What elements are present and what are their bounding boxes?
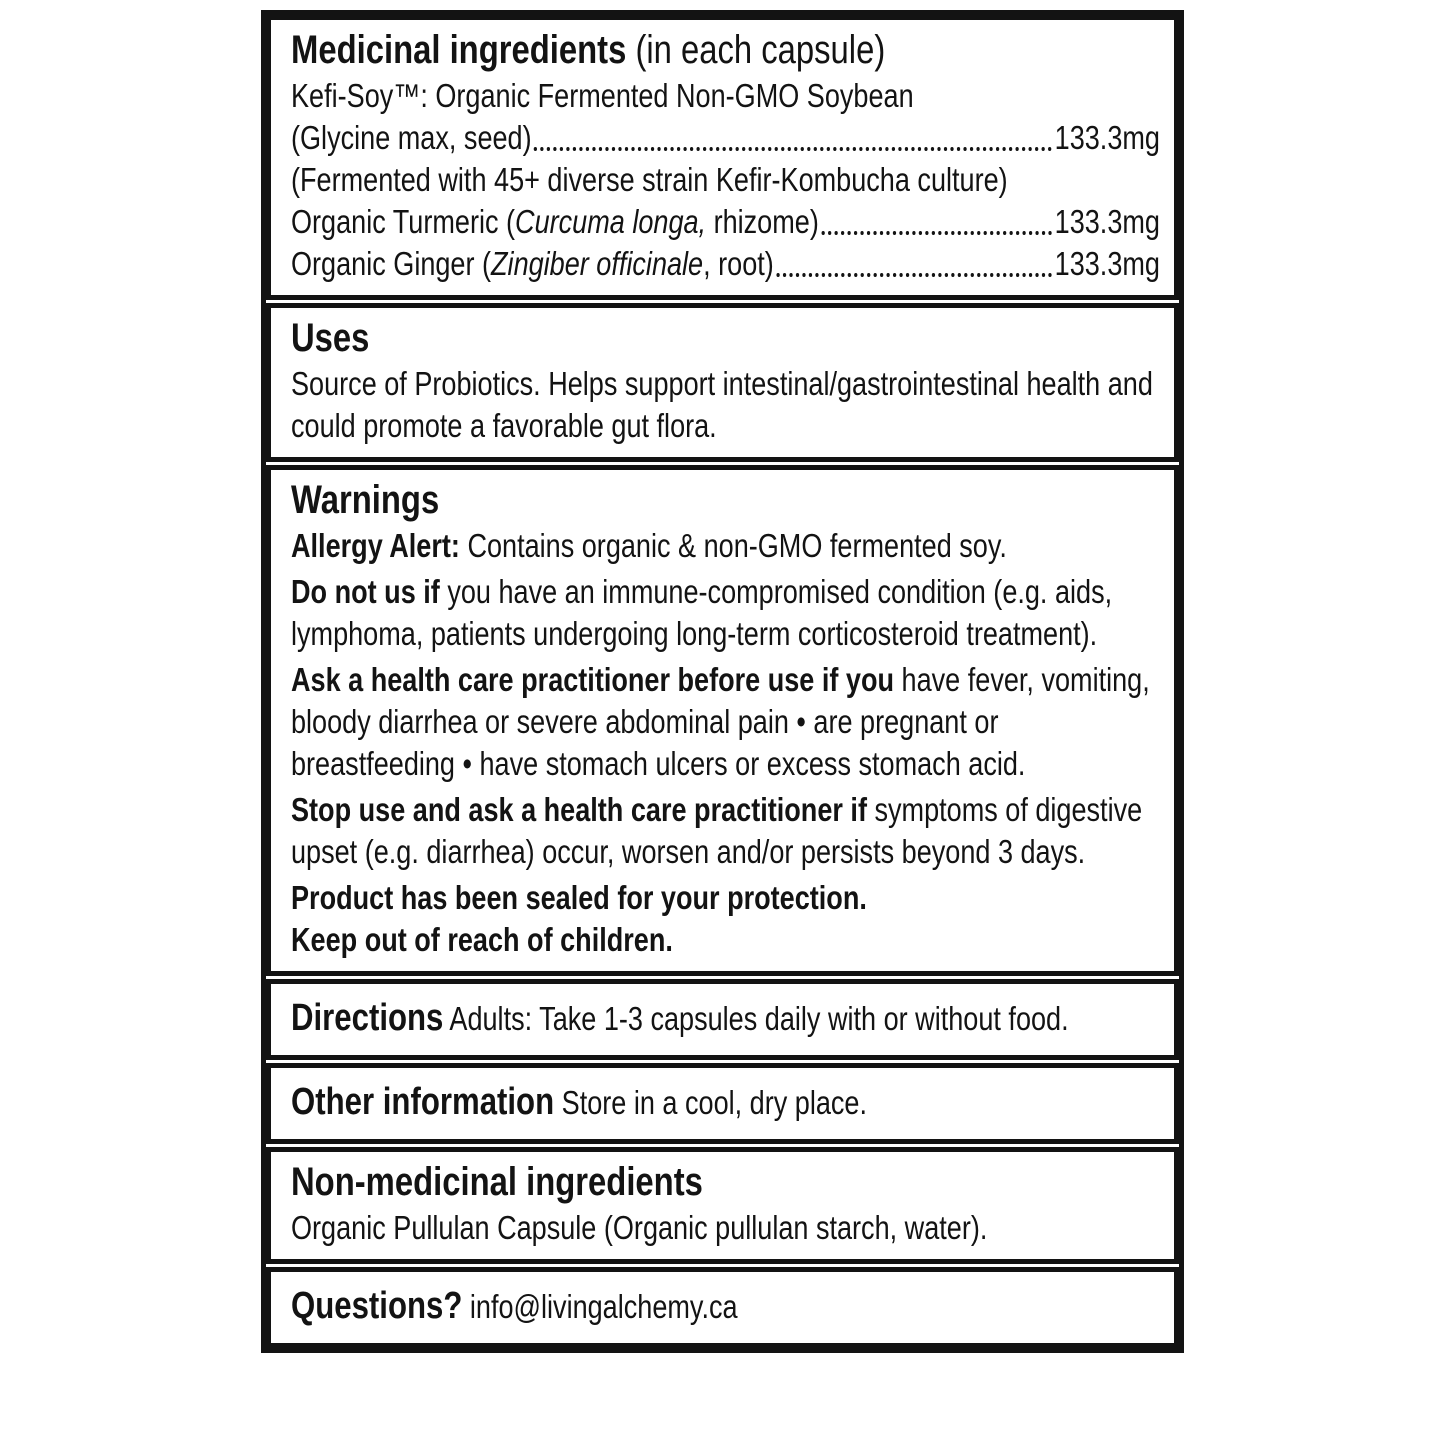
ingredient-ginger-common-name: Organic Ginger ( bbox=[291, 245, 492, 282]
ingredient-turmeric-amount: 133.3mg bbox=[1054, 203, 1160, 240]
other-information-row bbox=[291, 1079, 1160, 1126]
dot-leader bbox=[821, 231, 1052, 235]
non-medicinal-body-text: Organic Pullulan Capsule (Organic pullulan starch, water). bbox=[291, 1209, 988, 1246]
ingredient-kefisoy-culture-note: (Fermented with 45+ diverse strain Kefir-Kombucha culture) bbox=[291, 161, 1008, 198]
warning-allergy-alert-text: Contains organic & non-GMO fermented soy. bbox=[459, 527, 1007, 564]
warning-allergy-alert bbox=[291, 525, 1160, 567]
ingredient-turmeric-name bbox=[291, 201, 819, 243]
section-directions bbox=[266, 979, 1179, 1060]
medicinal-ingredients-heading-qualifier: (in each capsule) bbox=[626, 28, 886, 72]
medicinal-ingredients-heading-title: Medicinal ingredients bbox=[291, 28, 627, 72]
section-medicinal-ingredients bbox=[266, 15, 1179, 300]
questions-contact-email: info@livingalchemy.ca bbox=[462, 1288, 738, 1325]
warning-stop-use-text: symptoms of digestive upset (e.g. diarrhea) occur, worsen and/or persists beyond 3 days. bbox=[291, 791, 1143, 870]
section-uses bbox=[266, 303, 1179, 462]
warning-sealed-notice: Product has been sealed for your protection. bbox=[291, 879, 867, 916]
questions-heading: Questions? bbox=[291, 1285, 463, 1327]
warning-stop-use-lead: Stop use and ask a health care practitioner if bbox=[291, 791, 867, 828]
ingredient-ginger-part: , root) bbox=[703, 245, 774, 282]
ingredient-kefisoy-name: Kefi-Soy™: Organic Fermented Non-GMO Soybean bbox=[291, 77, 914, 114]
non-medicinal-heading: Non-medicinal ingredients bbox=[291, 1160, 703, 1204]
directions-heading: Directions bbox=[291, 997, 444, 1039]
warning-do-not-use bbox=[291, 571, 1160, 655]
uses-body-text: Source of Probiotics. Helps support intestinal/gastrointestinal health and could promote a favorable gut flora. bbox=[291, 365, 1153, 444]
other-information-body-text: Store in a cool, dry place. bbox=[554, 1084, 867, 1121]
other-information-heading: Other information bbox=[291, 1081, 555, 1123]
dot-leader bbox=[776, 273, 1052, 277]
ingredient-turmeric-row bbox=[291, 201, 1160, 243]
ingredient-ginger-latin-name: Zingiber officinale bbox=[491, 245, 704, 282]
warning-keep-out-of-reach: Keep out of reach of children. bbox=[291, 921, 673, 958]
warning-ask-practitioner-text: have fever, vomiting, bloody diarrhea or severe abdominal pain • are pregnant or breastfeeding • have stomach ulcers or excess stomach acid. bbox=[291, 661, 1150, 782]
section-other-information bbox=[266, 1063, 1179, 1144]
warning-allergy-alert-lead: Allergy Alert: bbox=[291, 527, 460, 564]
section-non-medicinal-ingredients bbox=[266, 1147, 1179, 1264]
directions-row bbox=[291, 995, 1160, 1042]
warning-do-not-use-text: you have an immune-compromised condition (e.g. aids, lymphoma, patients undergoing long-term corticosteroid treatment). bbox=[291, 573, 1113, 652]
questions-row bbox=[291, 1283, 1160, 1330]
ingredient-turmeric-latin-name: Curcuma longa, bbox=[515, 203, 707, 240]
medicinal-ingredients-heading bbox=[291, 26, 1160, 75]
directions-body-text: Adults: Take 1-3 capsules daily with or without food. bbox=[443, 1000, 1069, 1037]
section-questions bbox=[266, 1267, 1179, 1348]
warning-stop-use bbox=[291, 789, 1160, 873]
warnings-heading: Warnings bbox=[291, 478, 440, 522]
ingredient-kefisoy-amount: 133.3mg bbox=[1054, 119, 1160, 156]
dot-leader bbox=[534, 147, 1052, 151]
ingredient-turmeric-common-name: Organic Turmeric ( bbox=[291, 203, 516, 240]
section-warnings bbox=[266, 465, 1179, 976]
ingredient-ginger-row bbox=[291, 243, 1160, 285]
ingredient-ginger-amount: 133.3mg bbox=[1054, 245, 1160, 282]
warning-do-not-use-lead: Do not us if bbox=[291, 573, 440, 610]
warning-ask-practitioner-lead: Ask a health care practitioner before use if you bbox=[291, 661, 895, 698]
ingredient-kefisoy-source: (Glycine max, seed) bbox=[291, 119, 532, 156]
supplement-label-panel bbox=[261, 10, 1184, 1353]
warning-ask-practitioner bbox=[291, 659, 1160, 785]
ingredient-ginger-name bbox=[291, 243, 774, 285]
ingredient-turmeric-part: rhizome) bbox=[706, 203, 819, 240]
ingredient-kefisoy-amount-row bbox=[291, 117, 1160, 159]
uses-heading: Uses bbox=[291, 316, 370, 360]
